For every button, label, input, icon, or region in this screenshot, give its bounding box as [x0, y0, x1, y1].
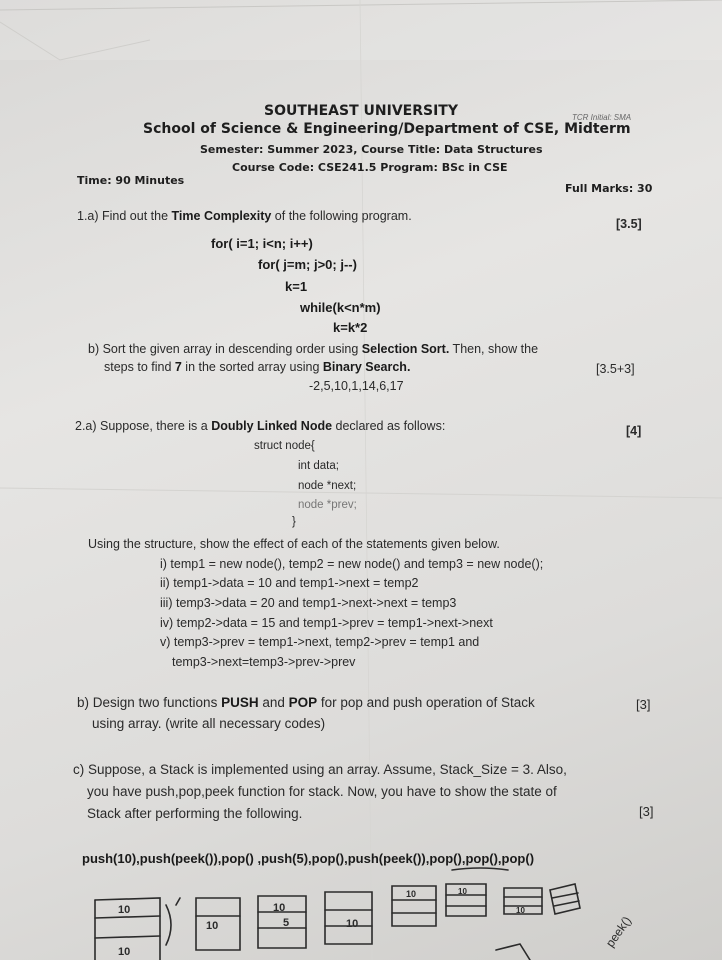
semester-line: Semester: Summer 2023, Course Title: Data Structures — [200, 143, 543, 156]
code-line-2: for( j=m; j>0; j--) — [258, 257, 357, 272]
struct-line-2: int data; — [298, 460, 339, 472]
university-title: SOUTHEAST UNIVERSITY — [264, 103, 458, 119]
q2c-line-1: c) Suppose, a Stack is implemented using an array. Assume, Stack_Size = 3. Also, — [73, 762, 567, 777]
q2a-intro: Using the structure, show the effect of each of the statements given below. — [88, 537, 500, 551]
teacher-initials: TCR Initial: SMA — [572, 113, 632, 122]
statement-3: iii) temp3->data = 20 and temp1->next->next = temp3 — [160, 596, 457, 610]
school-line: School of Science & Engineering/Department of CSE, Midterm — [143, 121, 631, 137]
scribble-peek: peek() — [602, 913, 634, 950]
q2c-marks: [3] — [639, 804, 654, 819]
code-line-1: for( i=1; i<n; i++) — [211, 236, 313, 251]
time-limit: Time: 90 Minutes — [77, 174, 185, 187]
q1b-marks: [3.5+3] — [596, 362, 635, 376]
q1b-line-1: b) Sort the given array in descending order using Selection Sort. Then, show the — [88, 342, 539, 356]
scribble-n4: 10 — [273, 902, 286, 914]
statement-1: i) temp1 = new node(), temp2 = new node() and temp3 = new node(); — [160, 557, 544, 571]
statement-4: iv) temp2->data = 15 and temp1->prev = temp1->next->next — [160, 616, 493, 630]
q1b-array: -2,5,10,1,14,6,17 — [309, 379, 404, 393]
statement-5-cont: temp3->next=temp3->prev->prev — [172, 655, 356, 669]
scribble-n1: 10 — [118, 904, 131, 916]
struct-line-4: node *prev; — [298, 499, 357, 511]
q1a-question: 1.a) Find out the Time Complexity of the following program. — [77, 209, 412, 223]
struct-line-3: node *next; — [298, 480, 357, 492]
struct-line-1: struct node{ — [254, 440, 315, 452]
scribble-n3: 10 — [206, 920, 219, 932]
course-line: Course Code: CSE241.5 Program: BSc in CSE — [232, 161, 508, 174]
q1b-line-2: steps to find 7 in the sorted array using Binary Search. — [104, 360, 411, 374]
code-line-5: k=k*2 — [333, 320, 368, 335]
scribble-n6: 10 — [346, 918, 359, 930]
q2c-operations: push(10),push(peek()),pop() ,push(5),pop(),push(peek()),pop(),pop(),pop() — [82, 851, 535, 866]
q2c-line-3: Stack after performing the following. — [87, 806, 303, 821]
q2c-line-2: you have push,pop,peek function for stack. Now, you have to show the state of — [87, 784, 557, 799]
q2b-line-1: b) Design two functions PUSH and POP for pop and push operation of Stack — [77, 695, 535, 710]
full-marks: Full Marks: 30 — [565, 182, 653, 195]
scribble-n2: 10 — [118, 946, 131, 958]
scribble-n7: 10 — [406, 889, 417, 899]
scribble-n9: 10 — [516, 906, 525, 915]
code-line-4: while(k<n*m) — [300, 300, 381, 315]
scribble-n8: 10 — [458, 887, 467, 896]
statement-5: v) temp3->prev = temp1->next, temp2->prev = temp1 and — [160, 635, 480, 649]
q1a-marks: [3.5] — [616, 217, 642, 231]
statement-2: ii) temp1->data = 10 and temp1->next = temp2 — [160, 576, 419, 590]
code-line-3: k=1 — [285, 279, 308, 294]
scribble-n5: 5 — [283, 917, 290, 929]
q2a-marks: [4] — [626, 424, 642, 438]
struct-line-5: } — [292, 516, 296, 528]
q2b-marks: [3] — [636, 697, 651, 712]
q2b-line-2: using array. (write all necessary codes) — [92, 716, 326, 731]
q2a-question: 2.a) Suppose, there is a Doubly Linked Node declared as follows: — [75, 419, 446, 433]
